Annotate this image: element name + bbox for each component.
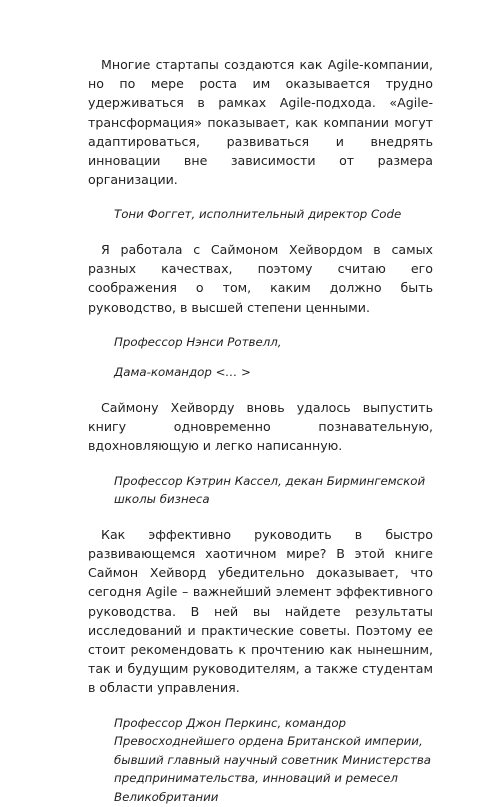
- endorsement-paragraph-rothwell: Я работала с Саймоном Хейвордом в самых разных качествах, поэтому считаю его соображения о том, каким должно быть руководство, в высшей степени ценными.: [88, 242, 433, 315]
- endorsement-paragraph-cassell: Саймону Хейворду вновь удалось выпустить книгу одновременно познавательную, вдохновляющую и легко написанную.: [88, 400, 433, 454]
- endorsement-paragraph-startups: Многие стартапы создаются как Agile-компании, но по мере роста им оказывается трудно удерживаться в рамках Agile-подхода. «Agile-трансформация» показывает, как компании могут адаптироваться, развиваться и внедрять инновации вне зависимости от размера организации.: [88, 57, 433, 188]
- endorsement-author-rothwell-title: Дама-командор <… >: [114, 365, 251, 380]
- endorsement-author-perkins: Профессор Джон Перкинс, командор Превосходнейшего ордена Британской империи, бывший главный научный советник Министерства предпринимательства, инноваций и ремесел Великобритании: [114, 715, 432, 805]
- endorsement-author-foggett: Тони Фоггет, исполнительный директор Code: [114, 207, 402, 222]
- endorsement-paragraph-perkins: Как эффективно руководить в быстро развивающемся хаотичном мире? В этой книге Саймон Хейворд убедительно доказывает, что сегодня Agile – важнейший элемент эффективного руководства. В ней вы найдете результаты исследований и практические советы. Поэтому ее стоит рекомендовать к прочтению как нынешним, так и будущим руководителям, а также студентам в области управления.: [88, 526, 433, 696]
- endorsement-author-rothwell-name: Профессор Нэнси Ротвелл,: [114, 334, 282, 349]
- book-page: [88, 55, 433, 807]
- endorsement-author-cassell: Профессор Кэтрин Кассел, декан Бирмингемской школы бизнеса: [114, 473, 426, 507]
